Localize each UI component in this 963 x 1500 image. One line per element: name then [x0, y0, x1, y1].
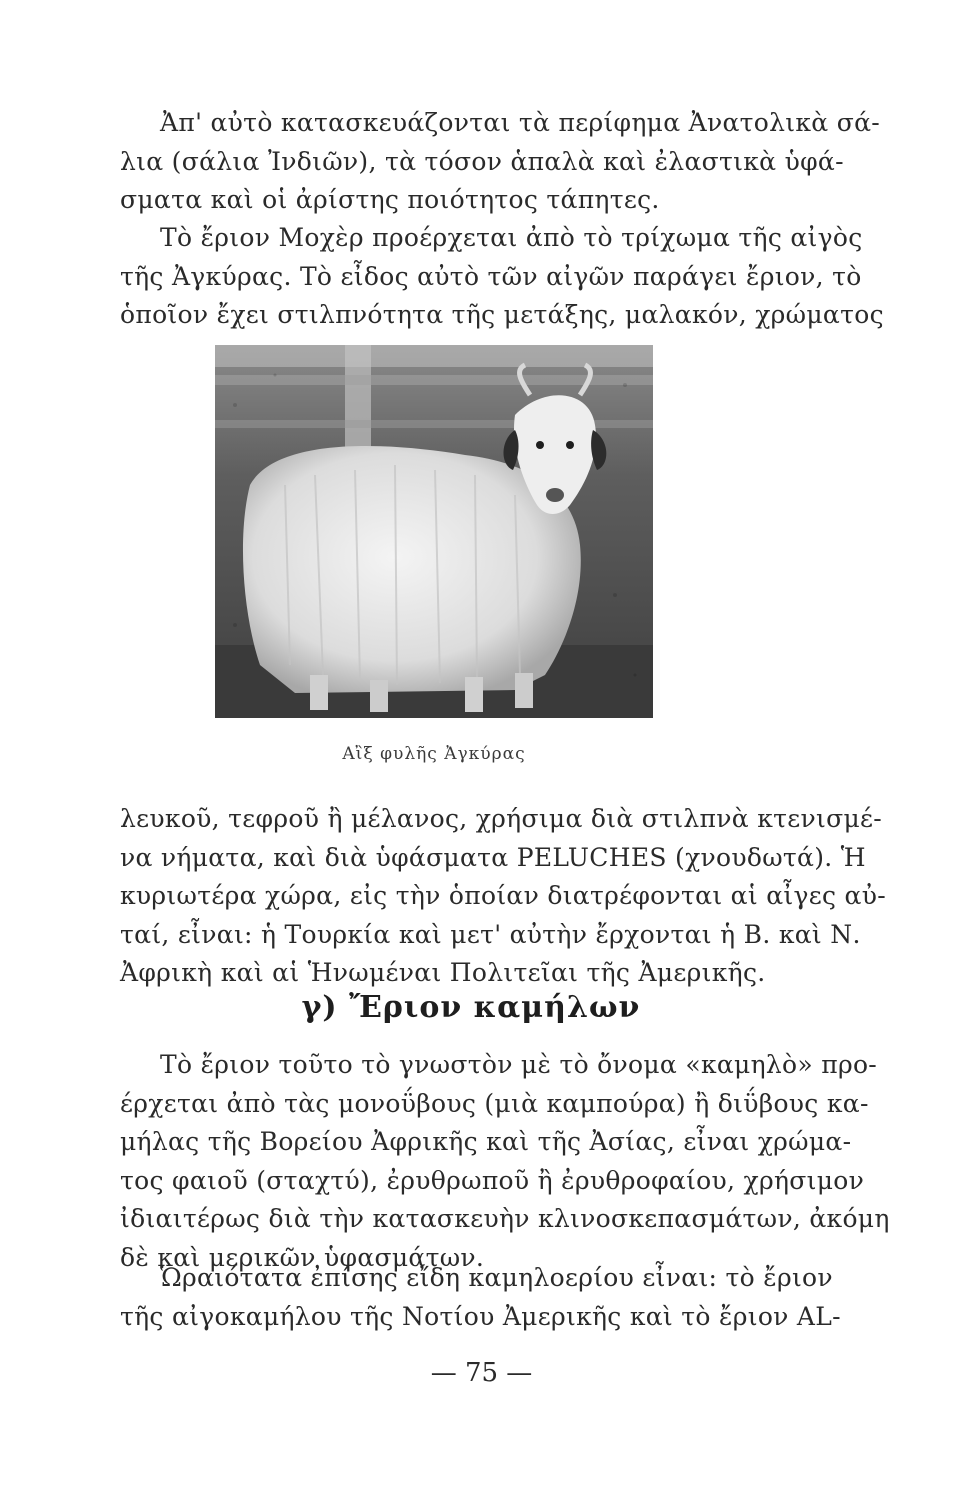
text-line: Ἀφρικὴ καὶ αἱ Ἡνωμέναι Πολιτεῖαι τῆς Ἀμερικῆς. [120, 958, 766, 987]
section-heading: γ) Ἔριον καμήλων [301, 990, 641, 1025]
text-line: λια (σάλια Ἰνδιῶν), τὰ τόσον ἁπαλὰ καὶ ἐλαστικὰ ὑφά- [120, 146, 844, 176]
text-line: τῆς Ἀγκύρας. Τὸ εἶδος αὐτὸ τῶν αἰγῶν παράγει ἔριον, τὸ [120, 261, 862, 291]
text-line: σματα καὶ οἱ ἀρίστης ποιότητος τάπητες. [120, 185, 660, 214]
text-line: Ἀπ' αὐτὸ κατασκευάζονται τὰ περίφημα Ἀνατολικὰ σά- [160, 108, 881, 137]
text-line: μήλας τῆς Βορείου Ἀφρικῆς καὶ τῆς Ἀσίας, εἶναι χρώμα- [120, 1127, 852, 1156]
paragraph-shawls [120, 104, 881, 220]
text-line: Ὡραιότατα ἐπίσης εἴδη καμηλοερίου εἶναι: τὸ ἔριον [160, 1263, 833, 1292]
figure-caption: Αἲξ φυλῆς Ἀγκύρας [342, 744, 526, 764]
angora-goat-photo [215, 345, 653, 718]
paragraph-camel-hair-types [120, 1259, 841, 1336]
text-line: κυριωτέρα χώρα, εἰς τὴν ὁποίαν διατρέφονται αἱ αἶγες αὐ- [120, 881, 886, 910]
text-line: έρχεται ἀπὸ τὰς μονοΰβους (μιὰ καμπούρα) ἢ διΰβους κα- [120, 1088, 869, 1118]
paragraph-mohair-continued [120, 800, 886, 993]
paragraph-mohair [120, 219, 884, 335]
text-line: τος φαιοῦ (σταχτύ), ἐρυθρωποῦ ἢ ἐρυθροφαίου, χρήσιμον [120, 1165, 865, 1195]
text-line: Τὸ ἔριον τοῦτο τὸ γνωστὸν μὲ τὸ ὄνομα «καμηλὸ» προ- [160, 1050, 878, 1079]
paragraph-camel-wool [120, 1046, 890, 1277]
text-line: λευκοῦ, τεφροῦ ἢ μέλανος, χρήσιμα διὰ στιλπνὰ κτενισμέ- [120, 804, 883, 833]
text-line: δὲ καὶ μερικῶν ὑφασμάτων. [120, 1242, 485, 1272]
text-line: ταί, εἶναι: ἡ Τουρκία καὶ μετ' αὐτὴν ἔρχονται ἡ Β. καὶ Ν. [120, 919, 861, 949]
text-line: ἰδιαιτέρως διὰ τὴν κατασκευὴν κλινοσκεπασμάτων, ἀκόμη [120, 1204, 890, 1233]
text-line: ὁποῖον ἔχει στιλπνότητα τῆς μετάξης, μαλακόν, χρώματος [120, 300, 884, 329]
text-line: να νήματα, καὶ διὰ ὑφάσματα PELUCHES (χνουδωτά). Ἡ [120, 842, 866, 872]
text-line: Τὸ ἔριον Μοχὲρ προέρχεται ἀπὸ τὸ τρίχωμα τῆς αἰγὸς [160, 223, 863, 252]
page-number: — 75 — [430, 1358, 533, 1388]
text-line: τῆς αἰγοκαμήλου τῆς Νοτίου Ἀμερικῆς καὶ τὸ ἔριον AL- [120, 1301, 841, 1331]
